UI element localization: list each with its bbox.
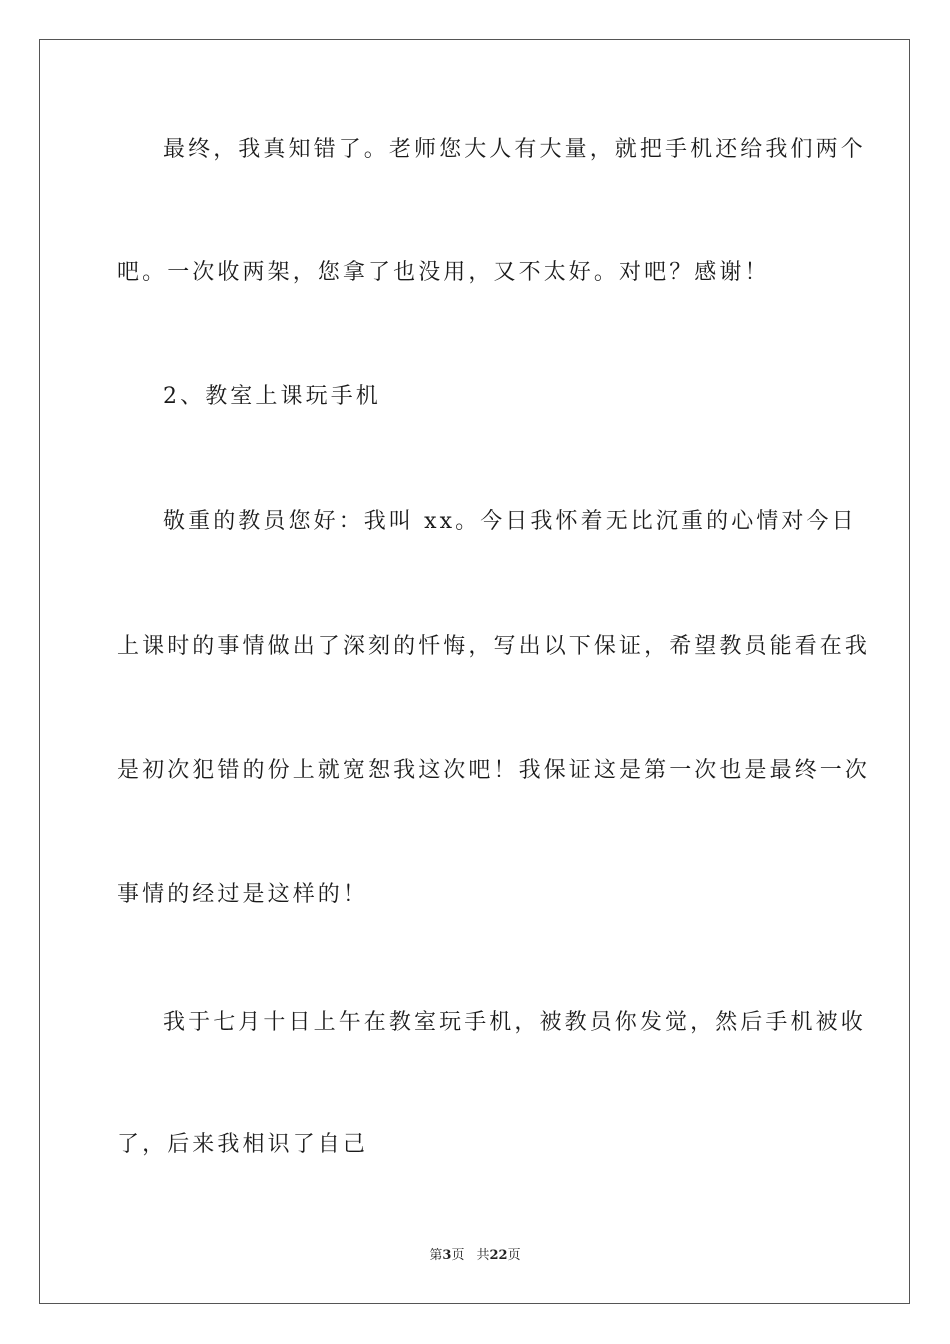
page-frame	[39, 39, 910, 1304]
paragraph-line-5: 是初次犯错的份上就宽恕我这次吧！我保证这是第一次也是最终一次	[117, 758, 871, 783]
page-suffix: 页	[451, 1248, 465, 1263]
total-prefix: 共	[476, 1248, 490, 1263]
paragraph-line-1: 最终，我真知错了。老师您大人有大量，就把手机还给我们两个	[163, 137, 866, 162]
paragraph-line-6: 事情的经过是这样的！	[117, 882, 369, 907]
paragraph-line-3: 敬重的教员您好：我叫 xx。今日我怀着无比沉重的心情对今日	[163, 509, 857, 534]
page-footer	[0, 1247, 950, 1265]
page-number: 3	[442, 1248, 452, 1263]
paragraph-line-7: 我于七月十日上午在教室玩手机，被教员你发觉，然后手机被收	[163, 1010, 866, 1035]
total-suffix: 页	[507, 1248, 521, 1263]
section-heading: 2、教室上课玩手机	[163, 384, 381, 409]
paragraph-line-8: 了，后来我相识了自己	[117, 1132, 369, 1157]
paragraph-line-2: 吧。一次收两架，您拿了也没用，又不太好。对吧？感谢！	[117, 260, 770, 285]
total-pages: 22	[489, 1248, 508, 1263]
paragraph-line-4: 上课时的事情做出了深刻的忏悔，写出以下保证，希望教员能看在我	[117, 634, 871, 659]
page-prefix: 第	[429, 1248, 443, 1263]
